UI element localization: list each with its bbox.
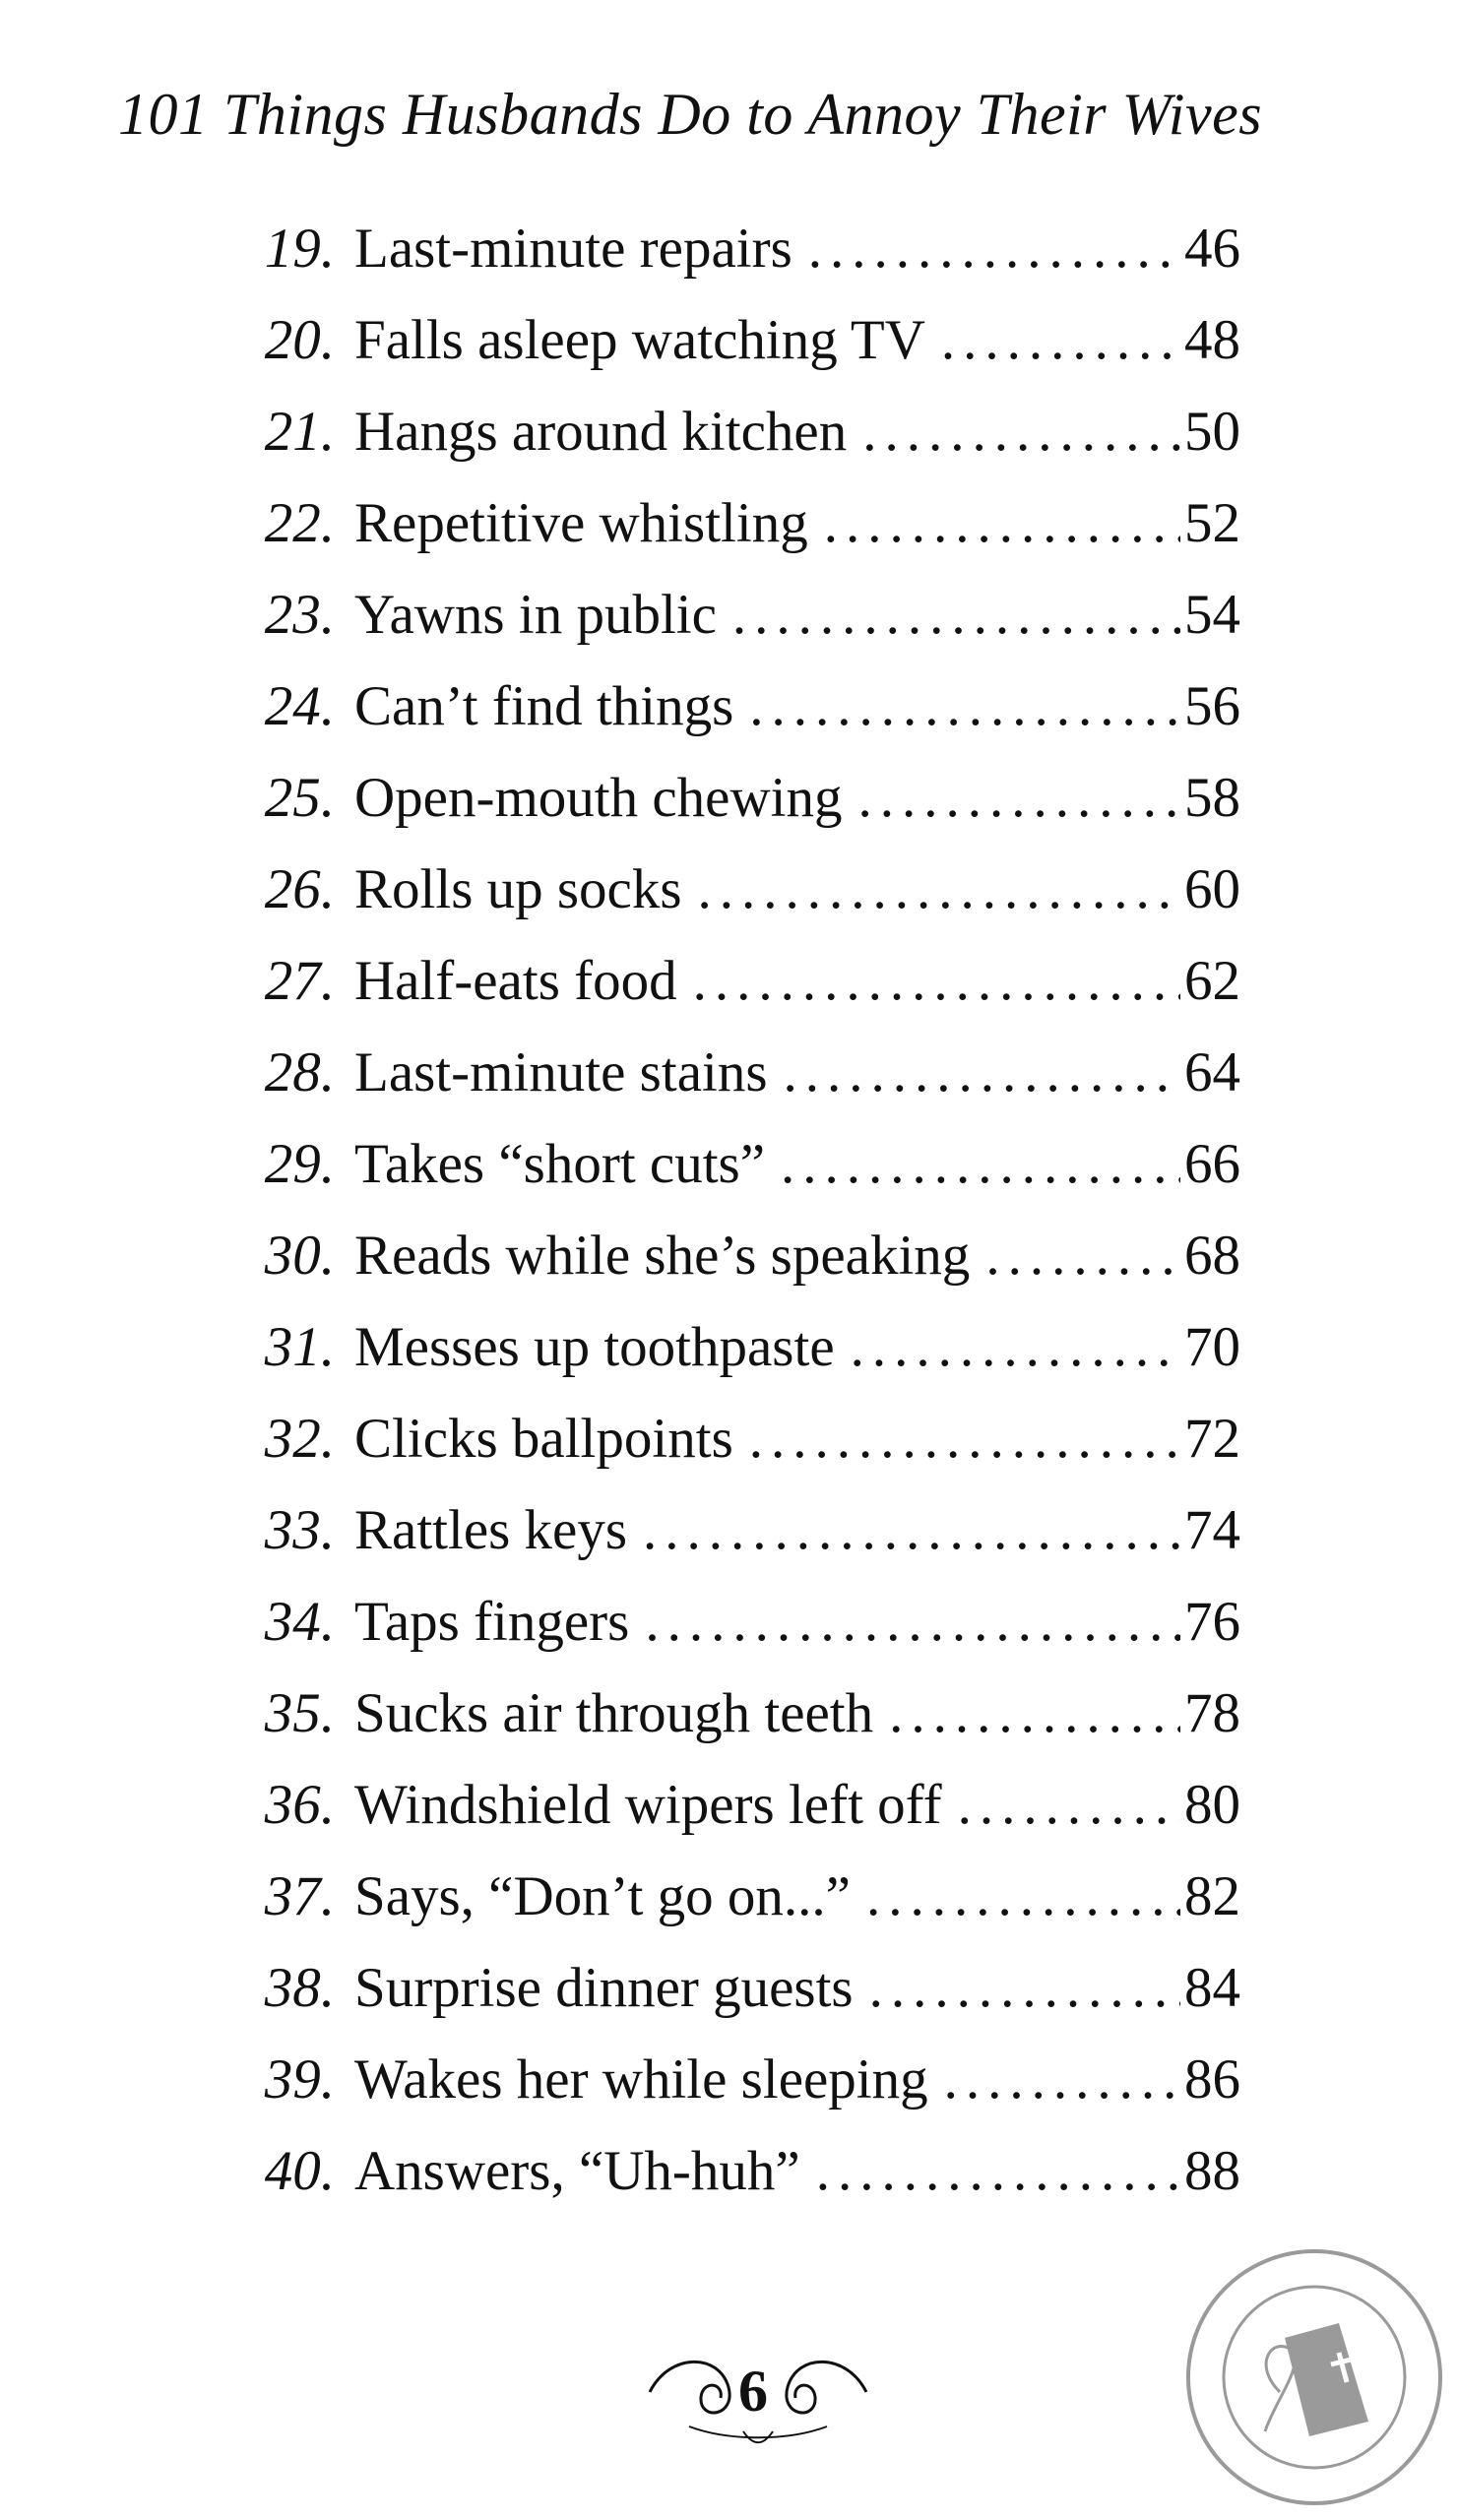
dot-leader bbox=[866, 1864, 1180, 1928]
entry-number: 31. bbox=[264, 1316, 335, 1378]
entry-title: Messes up toothpaste bbox=[354, 1316, 835, 1378]
entry-title: Can’t find things bbox=[354, 675, 734, 737]
watermark-seal-icon bbox=[1181, 2244, 1447, 2510]
dot-leader bbox=[851, 1315, 1180, 1379]
entry-number: 20. bbox=[264, 309, 335, 371]
dot-leader bbox=[869, 1956, 1180, 2020]
entry-page: 50 bbox=[1184, 401, 1240, 463]
entry-page: 78 bbox=[1184, 1682, 1240, 1744]
dot-leader bbox=[732, 583, 1180, 647]
toc-entry bbox=[226, 491, 1240, 580]
entry-number: 36. bbox=[264, 1774, 335, 1836]
entry-page: 82 bbox=[1184, 1865, 1240, 1927]
entry-number: 33. bbox=[264, 1499, 335, 1561]
dot-leader bbox=[958, 1773, 1180, 1837]
dot-leader bbox=[862, 400, 1180, 464]
entry-number: 32. bbox=[264, 1408, 335, 1470]
toc-entry bbox=[226, 1040, 1240, 1129]
entry-title: Wakes her while sleeping bbox=[354, 2048, 928, 2110]
entry-page: 74 bbox=[1184, 1499, 1240, 1561]
entry-page: 46 bbox=[1184, 218, 1240, 280]
entry-title: Open-mouth chewing bbox=[354, 767, 843, 829]
dot-leader bbox=[808, 217, 1180, 281]
entry-page: 52 bbox=[1184, 492, 1240, 554]
entry-title: Half-eats food bbox=[354, 950, 677, 1012]
toc-entry bbox=[226, 308, 1240, 397]
entry-title: Rattles keys bbox=[354, 1499, 628, 1561]
entry-number: 19. bbox=[264, 218, 335, 280]
toc-entry bbox=[226, 1132, 1240, 1221]
toc-entry bbox=[226, 766, 1240, 854]
toc-entry bbox=[226, 1498, 1240, 1587]
dot-leader bbox=[824, 491, 1180, 555]
entry-number: 40. bbox=[264, 2140, 335, 2202]
toc-entry bbox=[226, 583, 1240, 671]
entry-number: 38. bbox=[264, 1957, 335, 2019]
entry-title: Sucks air through teeth bbox=[354, 1682, 874, 1744]
entry-number: 22. bbox=[264, 492, 335, 554]
toc-entry bbox=[226, 1224, 1240, 1312]
toc-entry bbox=[226, 1773, 1240, 1861]
toc-entry bbox=[226, 1407, 1240, 1495]
entry-title: Hangs around kitchen bbox=[354, 401, 848, 463]
entry-number: 37. bbox=[264, 1865, 335, 1927]
entry-number: 29. bbox=[264, 1133, 335, 1195]
entry-number: 35. bbox=[264, 1682, 335, 1744]
entry-page: 88 bbox=[1184, 2140, 1240, 2202]
toc-entry bbox=[226, 674, 1240, 763]
toc-entry bbox=[226, 949, 1240, 1038]
entry-title: Answers, “Uh-huh” bbox=[354, 2140, 800, 2202]
page-number: 6 bbox=[738, 2359, 768, 2424]
entry-number: 34. bbox=[264, 1591, 335, 1653]
entry-number: 25. bbox=[264, 767, 335, 829]
entry-number: 24. bbox=[264, 675, 335, 737]
toc-entry bbox=[226, 1956, 1240, 2045]
dot-leader bbox=[784, 1040, 1180, 1104]
entry-number: 39. bbox=[264, 2048, 335, 2110]
toc-entry bbox=[226, 1315, 1240, 1404]
entry-title: Last-minute repairs bbox=[354, 218, 792, 280]
entry-page: 62 bbox=[1184, 950, 1240, 1012]
toc-entry bbox=[226, 217, 1240, 305]
entry-page: 76 bbox=[1184, 1591, 1240, 1653]
dot-leader bbox=[698, 857, 1180, 921]
entry-page: 86 bbox=[1184, 2048, 1240, 2110]
entry-page: 54 bbox=[1184, 584, 1240, 646]
dot-leader bbox=[944, 2048, 1180, 2111]
entry-number: 26. bbox=[264, 858, 335, 920]
entry-page: 66 bbox=[1184, 1133, 1240, 1195]
entry-page: 84 bbox=[1184, 1957, 1240, 2019]
toc-entry bbox=[226, 400, 1240, 488]
dot-leader bbox=[781, 1132, 1180, 1196]
entry-title: Repetitive whistling bbox=[354, 492, 808, 554]
entry-page: 68 bbox=[1184, 1225, 1240, 1287]
entry-number: 28. bbox=[264, 1041, 335, 1103]
dot-leader bbox=[749, 1407, 1180, 1471]
entry-title: Clicks ballpoints bbox=[354, 1408, 733, 1470]
toc-entry bbox=[226, 2048, 1240, 2136]
dot-leader bbox=[749, 674, 1180, 738]
dot-leader bbox=[816, 2139, 1180, 2203]
entry-title: Falls asleep watching TV bbox=[354, 309, 925, 371]
entry-title: Reads while she’s speaking bbox=[354, 1225, 971, 1287]
entry-page: 60 bbox=[1184, 858, 1240, 920]
entry-page: 64 bbox=[1184, 1041, 1240, 1103]
entry-page: 56 bbox=[1184, 675, 1240, 737]
toc-entry bbox=[226, 1590, 1240, 1678]
dot-leader bbox=[693, 949, 1180, 1013]
entry-number: 30. bbox=[264, 1225, 335, 1287]
dot-leader bbox=[941, 308, 1180, 372]
toc-entry bbox=[226, 2139, 1240, 2228]
entry-page: 80 bbox=[1184, 1774, 1240, 1836]
entry-number: 21. bbox=[264, 401, 335, 463]
entry-title: Surprise dinner guests bbox=[354, 1957, 854, 2019]
entry-title: Last-minute stains bbox=[354, 1041, 768, 1103]
entry-page: 58 bbox=[1184, 767, 1240, 829]
entry-number: 23. bbox=[264, 584, 335, 646]
toc-entry bbox=[226, 1864, 1240, 1953]
entry-title: Says, “Don’t go on...” bbox=[354, 1865, 851, 1927]
dot-leader bbox=[985, 1224, 1180, 1288]
toc-entry bbox=[226, 857, 1240, 946]
entry-title: Yawns in public bbox=[354, 584, 717, 646]
entry-title: Windshield wipers left off bbox=[354, 1774, 942, 1836]
entry-page: 72 bbox=[1184, 1408, 1240, 1470]
running-title: 101 Things Husbands Do to Annoy Their Wives bbox=[118, 82, 1263, 147]
entry-title: Takes “short cuts” bbox=[354, 1133, 766, 1195]
dot-leader bbox=[645, 1590, 1180, 1654]
dot-leader bbox=[857, 766, 1180, 830]
entry-title: Taps fingers bbox=[354, 1591, 630, 1653]
entry-page: 48 bbox=[1184, 309, 1240, 371]
dot-leader bbox=[889, 1681, 1180, 1745]
dot-leader bbox=[643, 1498, 1180, 1562]
entry-title: Rolls up socks bbox=[354, 858, 682, 920]
toc-entry bbox=[226, 1681, 1240, 1770]
entry-number: 27. bbox=[264, 950, 335, 1012]
entry-page: 70 bbox=[1184, 1316, 1240, 1378]
